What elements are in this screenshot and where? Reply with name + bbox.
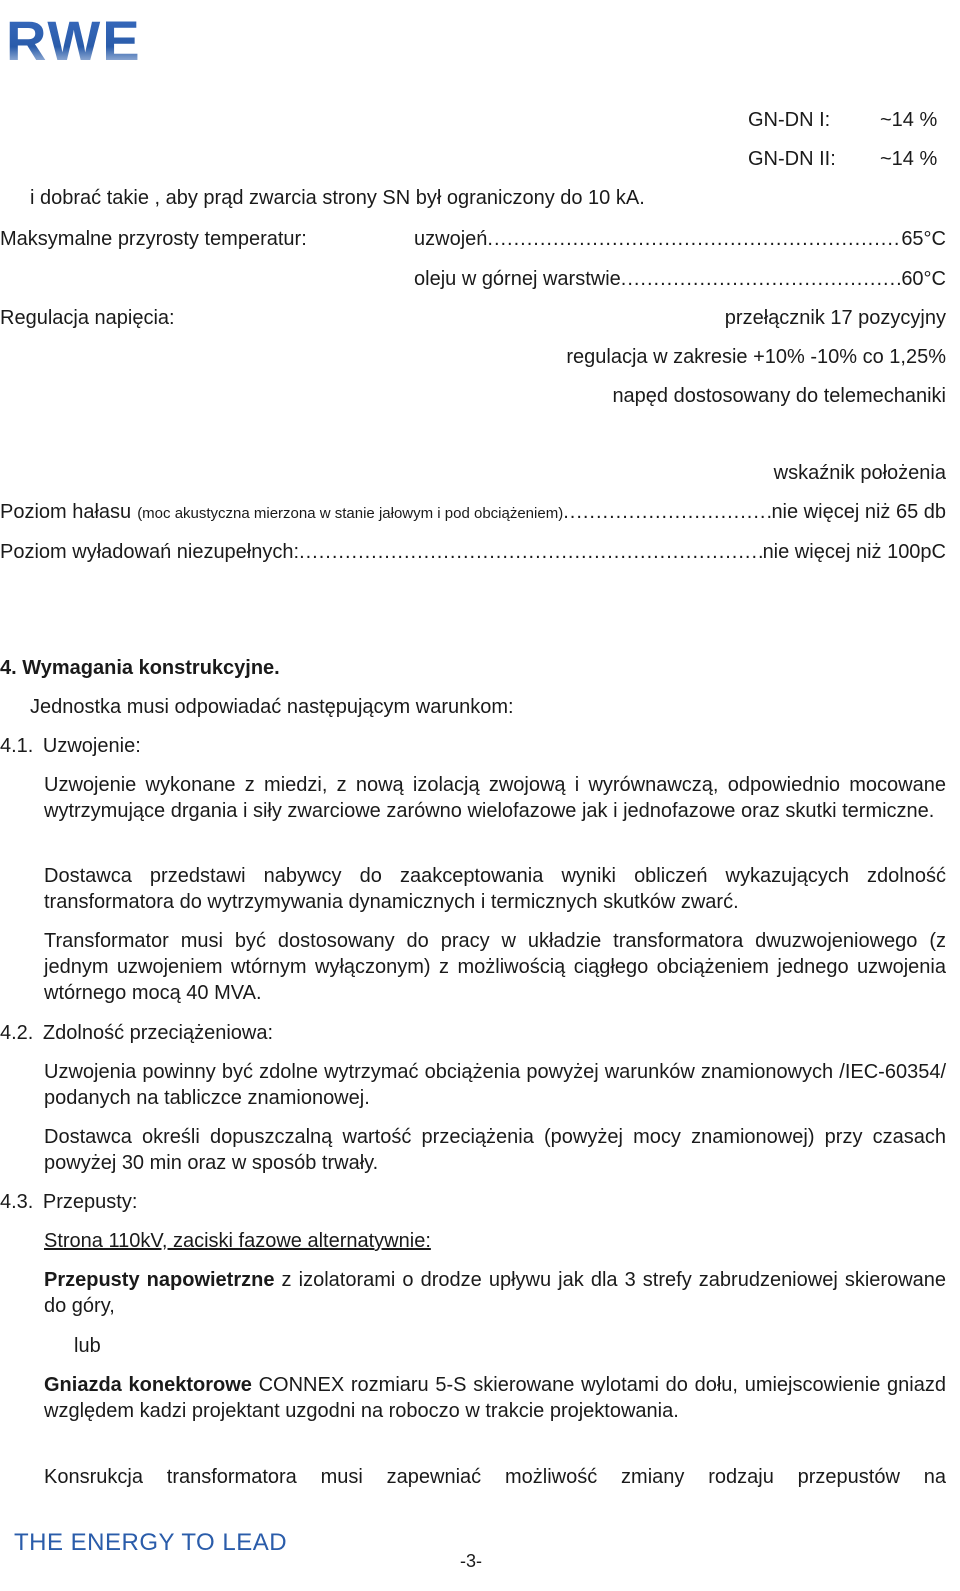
footer-slogan: THE ENERGY TO LEAD — [14, 1529, 288, 1556]
connectors-bold: Gniazda konektorowe — [44, 1374, 252, 1396]
gn-dn-1-label: GN-DN I: — [748, 109, 831, 131]
bushings-air-bold: Przepusty napowietrzne — [44, 1269, 275, 1291]
temp-value: 65°C — [901, 228, 946, 250]
dot-leader — [563, 499, 771, 525]
dot-leader — [487, 226, 901, 252]
bushings-air-text: z izolatorami o drodze upływu jak dla 3 strefy zabrudzeniowej skierowane do góry, — [44, 1269, 947, 1317]
section-number: 4.2. — [0, 1022, 34, 1044]
paragraph-4-1-1: Uzwojenie wykonane z miedzi, z nową izolacją zwojową i wyrównawczą, odpowiednio mocowane wytrzymujące drgania i siły zwarciowe zarówno wielofazowe jak i jednofazowe oraz skutki termiczne. — [44, 774, 946, 822]
paragraph-4-1-3: Transformator musi być dostosowany do pracy w układzie transformatora dwuzwojeniowego (z jednym uzwojeniem wtórnym wyłączonym) z możliwością ciągłego obciążeniem jednego uzwojenia wtórnego mocą 40 MVA. — [44, 930, 946, 1004]
dot-leader — [299, 539, 763, 565]
noise-label: Poziom hałasu — [0, 501, 132, 523]
section-4-2-heading — [0, 1020, 273, 1046]
discharge-row — [0, 539, 946, 565]
temp-item: oleju w górnej warstwie — [414, 268, 621, 290]
gn-dn-1-value: ~14 % — [880, 109, 938, 131]
regulation-line-2: regulacja w zakresie +10% -10% co 1,25% — [566, 346, 946, 368]
paragraph-4-2-1: Uzwojenia powinny być zdolne wytrzymać obciążenia powyżej warunków znamionowych /IEC-60354/ podanych na tabliczce znamionowej. — [44, 1061, 946, 1109]
section-number: 4.3. — [0, 1191, 34, 1213]
rwe-logo — [6, 12, 176, 89]
noise-row — [0, 499, 946, 527]
connectors-text: CONNEX rozmiaru 5-S skierowane wylotami do dołu, umiejscowienie gniazd względem kadzi projektant uzgodni na roboczo w trakcie projektowania. — [44, 1374, 946, 1422]
short-circuit-line: i dobrać takie , aby prąd zwarcia strony SN był ograniczony do 10 kA. — [30, 187, 645, 209]
or-text: lub — [74, 1335, 101, 1357]
section-title: Przepusty: — [42, 1191, 138, 1213]
bushings-subheading: Strona 110kV, zaciski fazowe alternatywnie: — [44, 1230, 431, 1252]
discharge-label: Poziom wyładowań niezupełnych: — [0, 541, 300, 563]
section-title: Zdolność przeciążeniowa: — [42, 1022, 274, 1044]
section-4-intro: Jednostka musi odpowiadać następującym warunkom: — [30, 696, 514, 718]
noise-value: nie więcej niż 65 db — [771, 501, 946, 523]
section-4-1-heading — [0, 733, 141, 759]
paragraph-construction: Konsrukcja transformatora musi zapewniać możliwość zmiany rodzaju przepustów na — [44, 1466, 946, 1488]
temp-label: Maksymalne przyrosty temperatur: — [0, 228, 307, 250]
paragraph-4-2-2: Dostawca określi dopuszczalną wartość przeciążenia (powyżej mocy znamionowej) przy czasach powyżej 30 min oraz w sposób trwały. — [44, 1126, 946, 1174]
temp-value: 60°C — [901, 268, 946, 290]
gn-dn-2-value: ~14 % — [880, 148, 938, 170]
temp-row-windings — [414, 226, 946, 252]
paragraph-bushings-air — [44, 1267, 946, 1319]
regulation-line-1: przełącznik 17 pozycyjny — [724, 307, 946, 329]
section-title: Uzwojenie: — [42, 735, 141, 757]
rwe-logo-graphic — [6, 12, 176, 82]
dot-leader — [621, 266, 902, 292]
temp-row-oil — [414, 266, 946, 292]
regulation-line-3: napęd dostosowany do telemechaniki — [612, 385, 946, 407]
paragraph-connectors — [44, 1372, 946, 1424]
noise-note: (moc akustyczna mierzona w stanie jałowym i pod obciążeniem) — [137, 505, 564, 522]
paragraph-4-1-2: Dostawca przedstawi nabywcy do zaakceptowania wyniki obliczeń wykazujących zdolność transformatora do wytrzymywania dynamicznych i termicznych skutków zwarć. — [44, 865, 946, 913]
temp-item: uzwojeń — [414, 228, 488, 250]
gn-dn-2-label: GN-DN II: — [748, 148, 836, 170]
discharge-value: nie więcej niż 100pC — [762, 541, 946, 563]
regulation-label: Regulacja napięcia: — [0, 307, 175, 329]
svg-text:RWE: RWE — [6, 12, 142, 72]
section-4-3-heading — [0, 1189, 137, 1215]
section-number: 4.1. — [0, 735, 34, 757]
regulation-line-4: wskaźnik położenia — [773, 462, 946, 484]
page-number: -3- — [460, 1551, 482, 1571]
section-4-heading: 4. Wymagania konstrukcyjne. — [0, 657, 280, 679]
